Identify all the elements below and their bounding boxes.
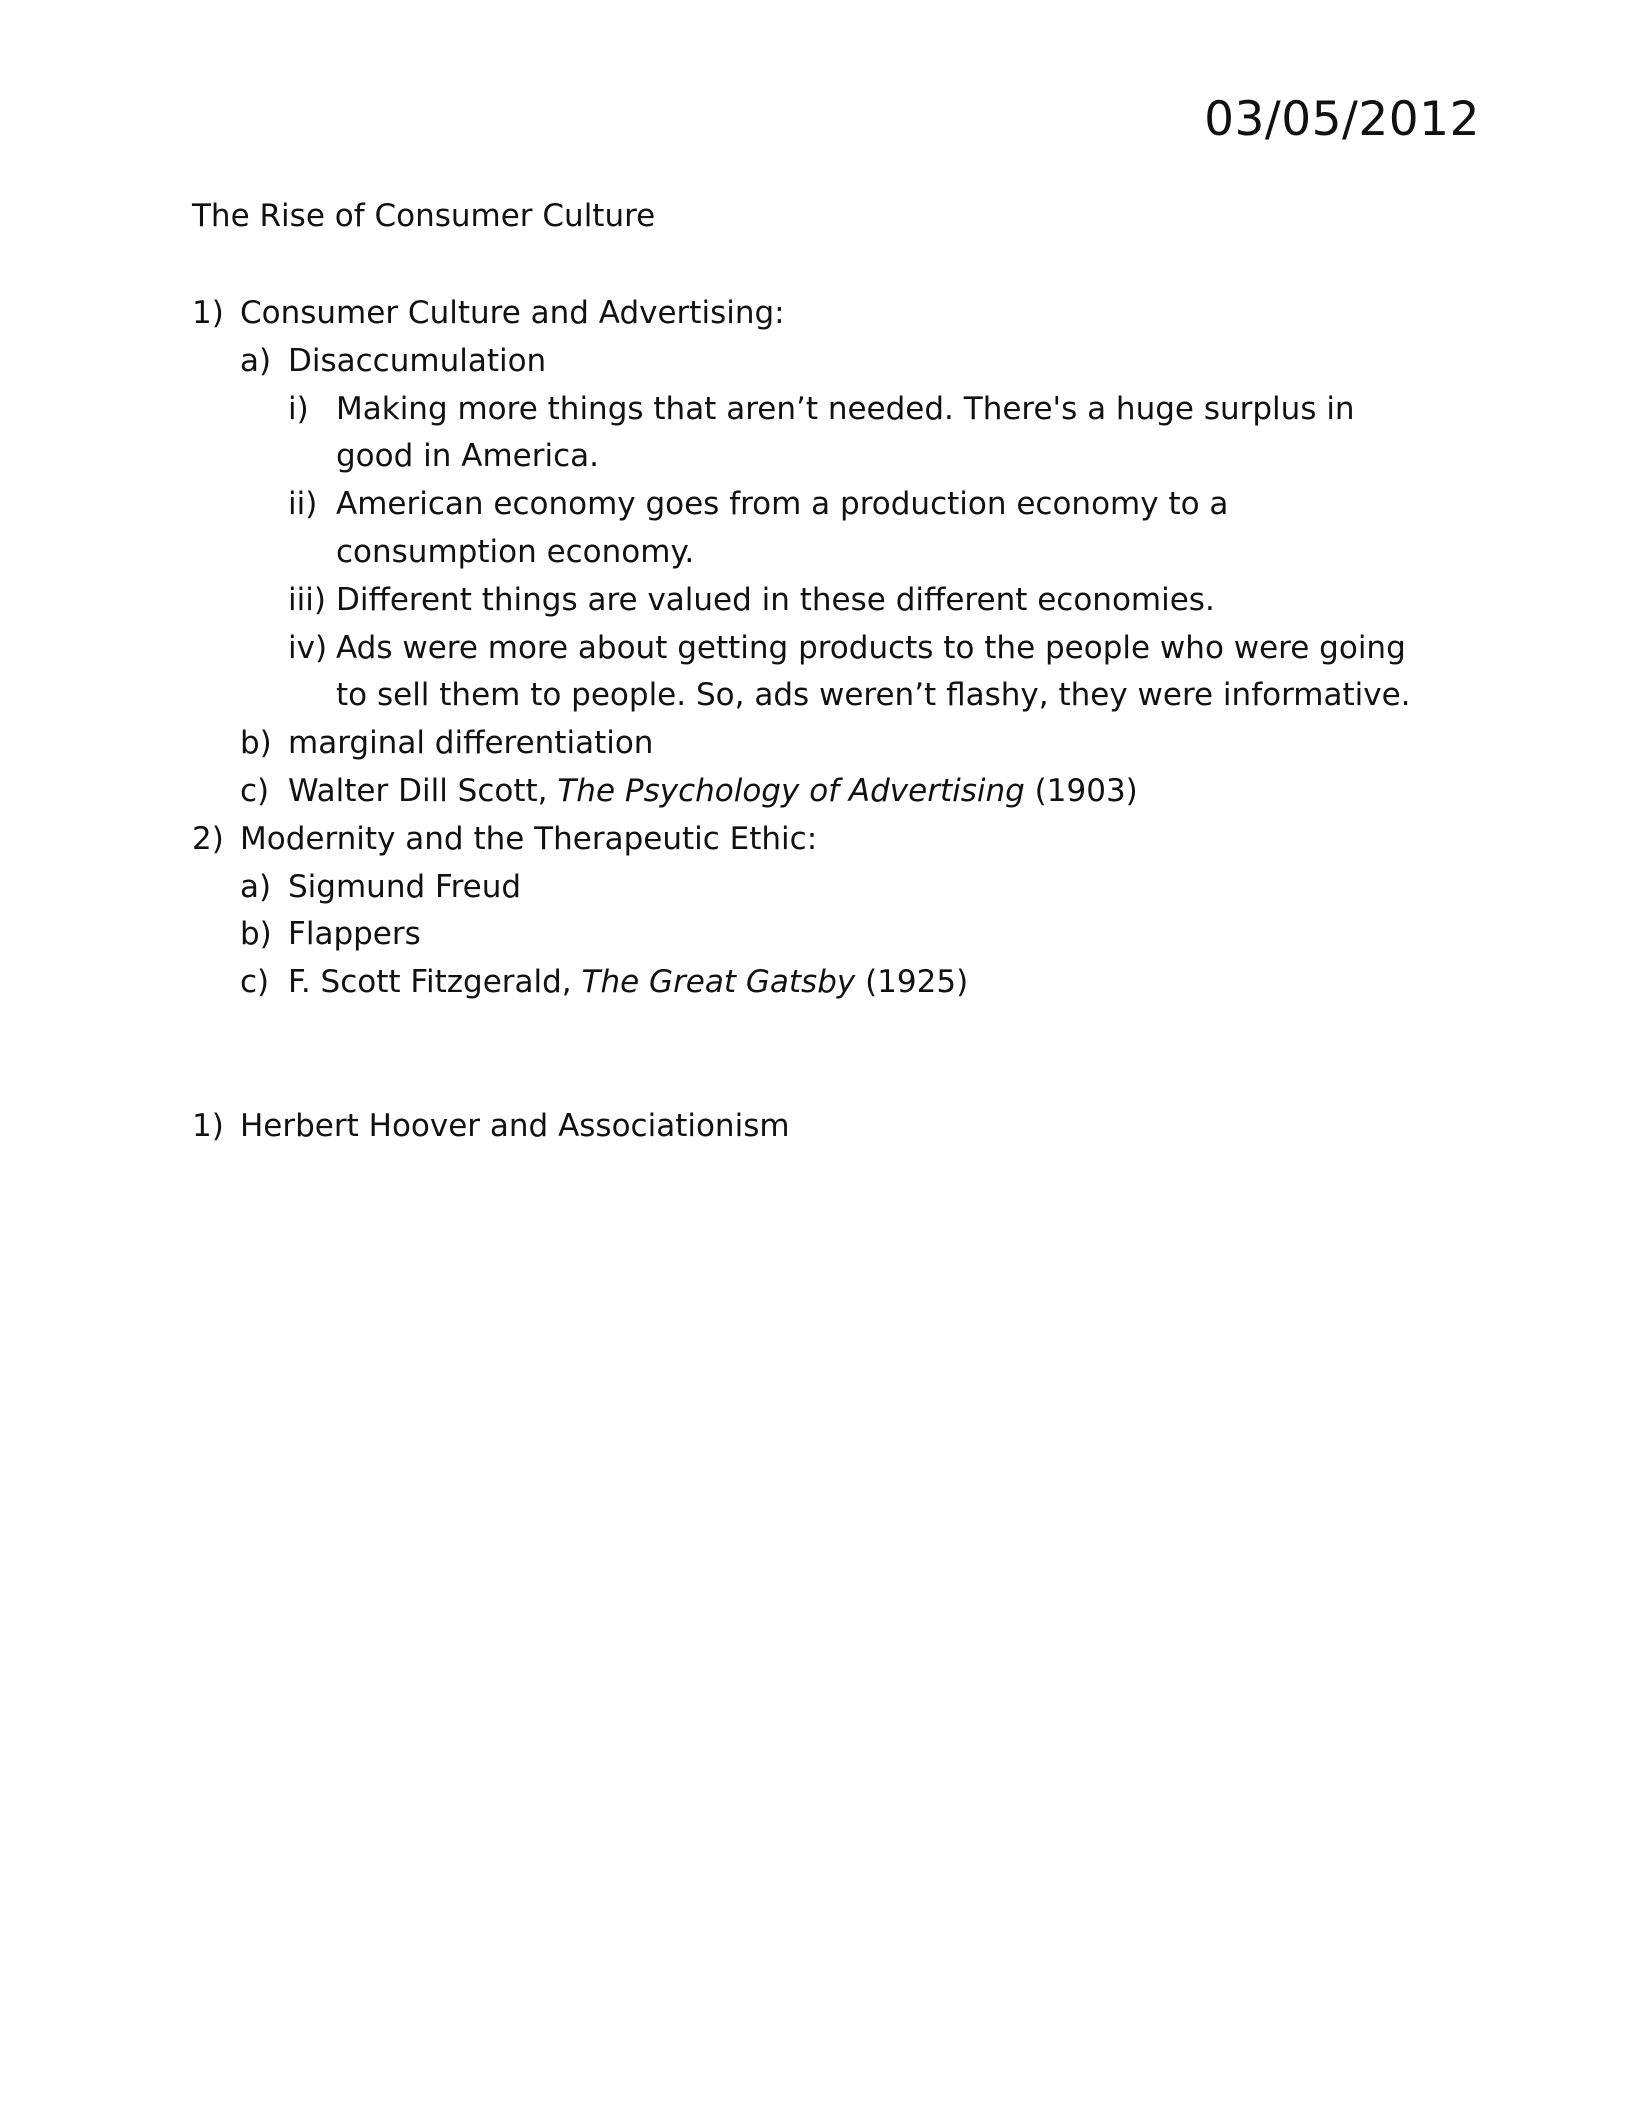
outline-item-1a-iii bbox=[192, 577, 1432, 625]
outline-item-2a bbox=[192, 864, 1432, 912]
outline-text: Disaccumulation bbox=[288, 342, 547, 379]
outline-text: Ads were more about getting products to the people who were going to sell them to people. So, ads weren’t flashy, they were informative. bbox=[336, 629, 1411, 714]
outline-text: Consumer Culture and Advertising: bbox=[240, 295, 785, 331]
citation-work-title: The Psychology of Advertising bbox=[557, 772, 1025, 809]
outline-marker: b) bbox=[240, 725, 272, 762]
outline-item-1a-i bbox=[192, 386, 1432, 482]
citation-author: Walter Dill Scott, bbox=[288, 772, 558, 809]
outline-text: Different things are valued in these different economies. bbox=[336, 581, 1215, 618]
citation-year: (1925) bbox=[855, 964, 969, 1001]
outline-text: American economy goes from a production economy to a consumption economy. bbox=[336, 486, 1229, 570]
outline-marker: a) bbox=[240, 868, 272, 905]
outline-item-1b bbox=[192, 720, 1432, 768]
outline-marker: 2) bbox=[192, 820, 224, 857]
outline-text: marginal differentiation bbox=[288, 725, 654, 762]
outline-item-2 bbox=[192, 816, 1432, 864]
outline-item-2b bbox=[192, 911, 1432, 959]
outline-marker: c) bbox=[240, 772, 270, 809]
outline-text: Sigmund Freud bbox=[288, 868, 522, 905]
spacer bbox=[192, 1007, 1432, 1103]
citation-year: (1903) bbox=[1024, 772, 1138, 809]
outline-marker: i) bbox=[288, 390, 309, 427]
outline-marker: ii) bbox=[288, 486, 318, 523]
outline-marker: iv) bbox=[288, 629, 328, 666]
outline-item-1a-ii bbox=[192, 481, 1432, 577]
outline-marker: iii) bbox=[288, 581, 326, 618]
outline-list bbox=[192, 290, 1432, 1151]
outline-marker: c) bbox=[240, 964, 270, 1001]
outline-marker: a) bbox=[240, 342, 272, 379]
outline-text: Herbert Hoover and Associationism bbox=[240, 1107, 790, 1144]
citation-author: F. Scott Fitzgerald, bbox=[288, 964, 582, 1001]
outline-text bbox=[288, 959, 1432, 1007]
outline-text bbox=[288, 768, 1432, 816]
citation-work-title: The Great Gatsby bbox=[581, 964, 856, 1001]
outline-item-1 bbox=[192, 290, 1432, 338]
outline-item-2c bbox=[192, 959, 1432, 1007]
outline-text: Flappers bbox=[288, 916, 421, 953]
outline-item-3 bbox=[192, 1103, 1432, 1151]
outline-marker: b) bbox=[240, 916, 272, 953]
outline-item-1a-iv bbox=[192, 625, 1432, 721]
outline-marker: 1) bbox=[192, 295, 224, 331]
outline-marker: 1) bbox=[192, 1107, 224, 1144]
document-title: The Rise of Consumer Culture bbox=[192, 198, 656, 234]
outline-item-1a bbox=[192, 338, 1432, 386]
document-date: 03/05/2012 bbox=[1204, 92, 1480, 147]
outline-text: Modernity and the Therapeutic Ethic: bbox=[240, 820, 818, 857]
outline-text: Making more things that aren’t needed. There's a huge surplus in good in America. bbox=[336, 390, 1355, 475]
outline-item-1c bbox=[192, 768, 1432, 816]
